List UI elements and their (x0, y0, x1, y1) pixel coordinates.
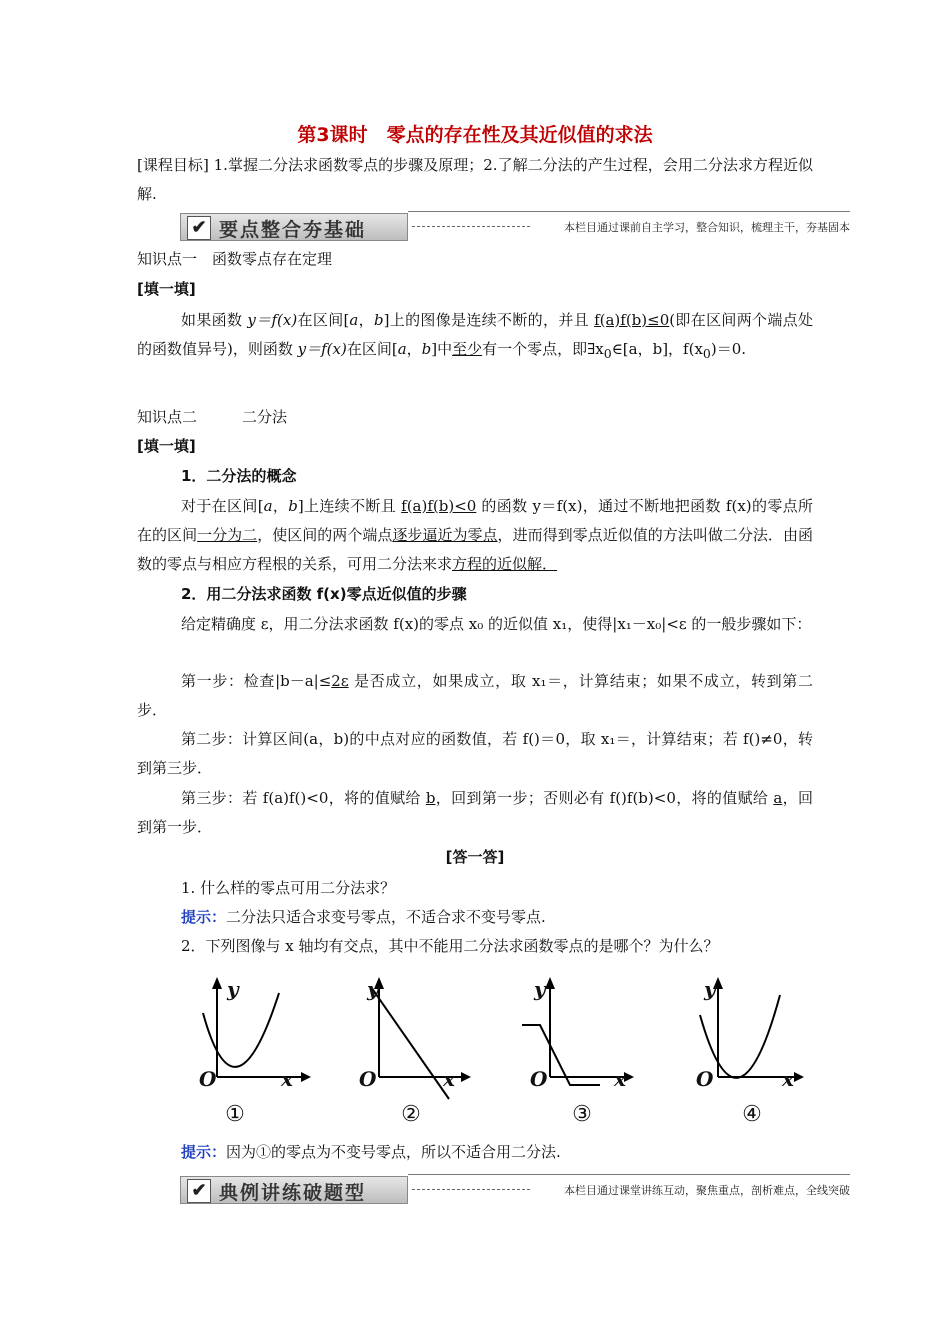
course-goal-label: [课程目标] (137, 156, 209, 174)
blank-answer: f(a)f(b)<0 (401, 497, 477, 515)
question-2: 2．下列图像与 x 轴均有交点，其中不能用二分法求函数零点的是哪个？为什么？ (181, 937, 719, 955)
hint-label: 提示： (181, 908, 227, 926)
blank-answer: 至少 (452, 340, 483, 358)
banner-note: 本栏目通过课堂讲练互动，聚焦重点，剖析难点，全线突破 (564, 1184, 850, 1197)
kp2-step3: 第三步：若 f(a)f()<0，将的值赋给 b，回到第一步；否则必有 f()f(b)<0，将的值赋给 a，回到第一步． (137, 789, 813, 836)
banner-title: 典例讲练破题型 (219, 1182, 367, 1204)
banner-box (180, 213, 408, 241)
graph-3: y x O (520, 975, 640, 1125)
blank-answer: 逐步逼近为零点 (392, 526, 498, 544)
question-1: 1. 什么样的零点可用二分法求？ (181, 879, 396, 897)
kp2-section2-heading: 2．用二分法求函数 f(x)零点近似值的步骤 (181, 585, 467, 603)
graph-2-label: ② (401, 1102, 421, 1127)
kp2-bisection-concept: 对于在区间[a，b]上连续不断且 f(a)f(b)<0 的函数 y＝f(x)，通过不断地把函数 f(x)的零点所在的区间一分为二，使区间的两个端点逐步逼近为零点，进而得到零点近似值的方法叫做二分法．由函数的零点与相应方程根的关系，可用二分法来求方程的近似解． (137, 497, 813, 573)
graph-3-label: ③ (572, 1102, 592, 1127)
graph-1-label: ① (225, 1102, 245, 1127)
answer-2: 提示：因为①的零点为不变号零点，所以不适合用二分法. (181, 1143, 561, 1161)
banner-box (180, 1176, 408, 1204)
page-title: 第3课时 零点的存在性及其近似值的求法 (297, 124, 653, 146)
banner-rule (408, 211, 850, 212)
blank-answer: 一分为二 (197, 526, 258, 544)
course-goal-text: 1.掌握二分法求函数零点的步骤及原理；2.了解二分法的产生过程，会用二分法求方程近似解. (137, 156, 813, 203)
graph-4-label: ④ (742, 1102, 762, 1127)
banner-dash (412, 1189, 530, 1190)
banner-dash (412, 226, 530, 227)
blank-answer: f(a)f(b)≤0 (594, 311, 670, 329)
blank-answer: 方程的近似解． (452, 555, 558, 573)
kp2-step2: 第二步：计算区间(a，b)的中点对应的函数值，若 f()＝0，取 x₁＝，计算结束；若 f()≠0，转到第三步． (137, 730, 813, 777)
kp2-fill-label: [填一填] (137, 437, 196, 455)
banner-note: 本栏目通过课前自主学习，整合知识，梳理主干，夯基固本 (564, 221, 850, 234)
kp2-section1-heading: 1．二分法的概念 (181, 467, 297, 485)
blank-answer: 2ε (331, 672, 349, 690)
banner-rule (408, 1174, 850, 1175)
hint-label: 提示： (181, 1143, 227, 1161)
section-banner-basics (180, 211, 850, 243)
section-banner-examples (180, 1174, 850, 1206)
graph-4: y x O (690, 975, 810, 1125)
blank-answer: a (773, 789, 783, 807)
banner-title: 要点整合夯基础 (219, 219, 367, 241)
course-goal (137, 151, 813, 209)
kp1-fill-label: [填一填] (137, 280, 196, 298)
kp1-theorem: 如果函数 y＝f(x)在区间[a，b]上的图像是连续不断的，并且 f(a)f(b)≤0(即在区间两个端点处的函数值异号)，则函数 y＝f(x)在区间[a，b]中至少有一个零点，即$\exists x_0\in[a$，b]，$f(x_0)=0$. (137, 311, 814, 361)
kp1-heading: 知识点一 函数零点存在定理 (137, 250, 333, 268)
kp2-steps-intro: 给定精确度 ε，用二分法求函数 f(x)的零点 x₀ 的近似值 x₁，使得|x₁－x₀|<ε 的一般步骤如下： (181, 615, 812, 633)
checkmark-icon: ✔ (187, 216, 211, 240)
blank-answer: b (425, 789, 436, 807)
graph-2: y x O (355, 975, 475, 1125)
qa-heading: [答一答] (445, 848, 505, 866)
graph-1: y x O (195, 975, 315, 1125)
kp2-heading: 知识点二 二分法 (137, 408, 288, 426)
kp2-step1: 第一步：检查|b－a|≤2ε 是否成立，如果成立，取 x₁＝，计算结束；如果不成立，转到第二步． (137, 672, 813, 719)
answer-1: 提示：二分法只适合求变号零点，不适合求不变号零点. (181, 908, 546, 926)
checkmark-icon: ✔ (187, 1179, 211, 1203)
